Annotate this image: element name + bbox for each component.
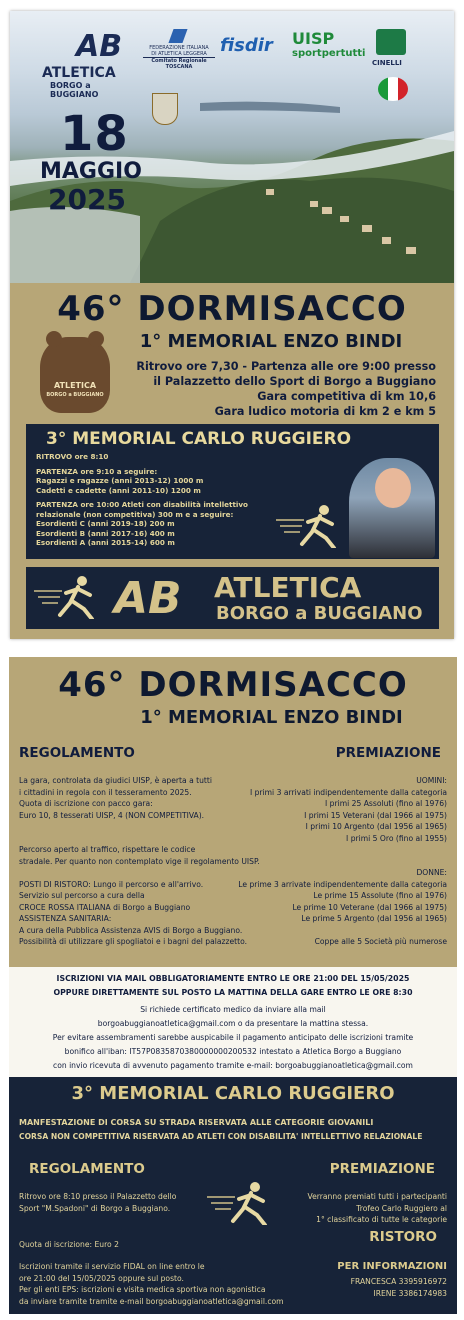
club-logo-name: ATLETICA [42,65,116,81]
iscrizioni-line: Per evitare assembramenti sarebbe auspicabile il pagamento anticipato delle iscrizioni tramite [52,1033,414,1042]
sponsor-uisp: UISP sportpertutti [292,29,366,59]
contact-francesca: FRANCESCA 3395916972 [350,1277,447,1286]
memorial-details: RITROVO ore 8:10 PARTENZA ore 9:10 a seguire: Ragazzi e ragazze (anni 2013-12) 1000 m Cadetti e cadette (anni 2011-10) 1200 m PARTENZA ore 10:00 Atleti con disabilità intellettivo relazionale (non competitiva) 300 m e a seguire: Esordienti C (anni 2019-18) 200 m Esordienti B (anni 2017-16) 400 m Esordienti A (anni 2015-14) 600 m [36,452,248,547]
memorial-iscrizione-text: Iscrizioni tramite il servizio FIDAL on line entro le ore 21:00 del 15/05/2025 oppure sul posto. Per gli enti EPS: iscrizioni e visita medica sportiva non agonistica da inviare tramite tramite e-mail borgoabuggianoatletica@gmail.com [19,1262,284,1306]
rules-title: 46° DORMISACCO [58,665,408,705]
footer-club-name: ATLETICA [214,571,362,604]
premiazione-text: UOMINI: I primi 3 arrivati indipendentemente dalla categoria I primi 25 Assoluti (fino al 1976) I primi 15 Veterani (dal 1966 al 1975) I primi 10 Argento (dal 1956 al 1965) I primi 5 Oro (fino al 1955) DONNE: Le prime 3 arrivate indipendentemente dalla categoria Le prime 15 Assolute (fino al 1976) Le prime 10 Veterane (dal 1966 al 1975) Le prime 5 Argento (dal 1956 al 1965) Coppe alle 5 Società più numerose [238,776,447,946]
memorial-desc-2: CORSA NON COMPETITIVA RISERVATA AD ATLETI CON DISABILITA' INTELLETTIVO RELAZIONALE [19,1132,423,1141]
municipal-crest-icon [152,93,178,125]
info-line: il Palazzetto dello Sport di Borgo a Buggiano [153,375,436,388]
fidal-icon [168,29,187,43]
memorial-portrait-photo [349,458,435,558]
iscrizioni-line: Si richiede certificato medico da inviare alla mail [140,1005,326,1014]
event-month: MAGGIO [40,159,142,184]
info-line: Ritrovo ore 7,30 - Partenza alle ore 9:00 presso [136,360,436,373]
memorial-title-2: 3° MEMORIAL CARLO RUGGIERO [71,1083,395,1104]
poster-dormisacco-front [10,11,454,639]
bear-ear-icon [46,331,62,347]
contacts [351,1276,447,1299]
memorial-box [26,424,439,559]
memorial-regolamento-heading: REGOLAMENTO [29,1161,145,1177]
event-subtitle: 1° MEMORIAL ENZO BINDI [139,331,403,352]
iscrizioni-box [9,967,457,1077]
runner-icon [276,504,346,548]
memorial-title: 3° MEMORIAL CARLO RUGGIERO [46,429,352,449]
contact-irene: IRENE 3386174983 [373,1288,447,1298]
club-logo-town: BORGO a BUGGIANO [50,81,99,99]
runner-icon [34,575,104,619]
iscrizioni-line: borgoabuggianoatletica@gmail.com o da presentare la mattina stessa. [97,1019,369,1028]
info-heading: PER INFORMAZIONI [337,1261,447,1272]
iscrizioni-line: con invio ricevuta di avvenuto pagamento tramite e-mail: borgoabuggianoatletica@gmail.com [53,1061,413,1070]
iscrizioni-deadline: ISCRIZIONI VIA MAIL OBBLIGATORIAMENTE ENTRO LE ORE 21:00 DEL 15/05/2025 [56,974,410,983]
info-line: Gara competitiva di km 10,6 [257,390,436,403]
event-title: 46° DORMISACCO [57,289,407,329]
bear-ear-icon [88,331,104,347]
regolamento-text: La gara, controlata da giudici UISP, è aperta a tutti i cittadini in regola con il tesseramento 2025. Quota di iscrizione con pacco gara: Euro 10, 8 tesserati UISP, 4 (NON COMPETITIVA). Percorso aperto al traffico, rispettare le codice stradale. Per quanto non contemplato vige il regolamento UISP. POSTI DI RISTORO: Lungo il percorso e all'arrivo. Servizio sul percorso a cura della CROCE ROSSA ITALIANA di Borgo a Buggiano ASSISTENZA SANITARIA: A cura della Pubblica Assistenza AVIS di Borgo a Buggiano. Possibilità di utilizzare gli spogliatoi e i bagni del palazzetto. [19,776,260,946]
sponsor-fidal: FEDERAZIONE ITALIANA DI ATLETICA LEGGERA Comitato Regionale TOSCANA [143,29,215,70]
cinelli-logo-icon [376,29,406,55]
smiley-flag-icon [378,77,408,101]
premiazione-heading: PREMIAZIONE [335,745,441,761]
footer-club-town: BORGO a BUGGIANO [216,603,423,624]
footer-logo-mark: AB [114,573,182,624]
bear-logo: ATLETICA BORGO a BUGGIANO [40,337,110,413]
memorial-premiazione-text: Verranno premiati tutti i partecipanti Trofeo Carlo Ruggiero al 1° classificato di tutte le categorie [307,1192,447,1224]
poster-dormisacco-rules [9,657,457,1314]
regolamento-heading: REGOLAMENTO [19,745,135,761]
iscrizioni-line: bonifico all'iban: IT57P0835870380000000200532 intestato a Atletica Borgo a Buggiano [64,1047,402,1056]
memorial-section [9,1077,457,1314]
club-logo [40,29,140,99]
sponsor-fisdir: fisdir [220,35,273,56]
info-line: Gara ludico motoria di km 2 e km 5 [214,405,436,418]
iscrizioni-onsite: OPPURE DIRETTAMENTE SUL POSTO LA MATTINA DELLA GARE ENTRO LE ORE 8:30 [53,988,413,997]
ristoro-heading: RISTORO [369,1229,437,1245]
event-day: 18 [60,106,129,162]
event-year: 2025 [48,183,126,216]
memorial-quota: Quota di iscrizione: Euro 2 [19,1240,119,1249]
club-logo-mark: AB [76,29,123,64]
sponsor-cinelli: CINELLI [372,59,402,67]
memorial-premiazione-heading: PREMIAZIONE [329,1161,435,1177]
memorial-desc-1: MANFESTAZIONE DI CORSA SU STRADA RISERVATA ALLE CATEGORIE GIOVANILI [19,1118,374,1127]
rules-subtitle: 1° MEMORIAL ENZO BINDI [140,707,403,728]
footer-banner [26,567,439,629]
runner-icon [207,1181,277,1225]
portrait-face [375,468,411,508]
memorial-ritrovo-text: Ritrovo ore 8:10 presso il Palazzetto dello Sport "M.Spadoni" di Borgo a Buggiano. [19,1192,177,1213]
